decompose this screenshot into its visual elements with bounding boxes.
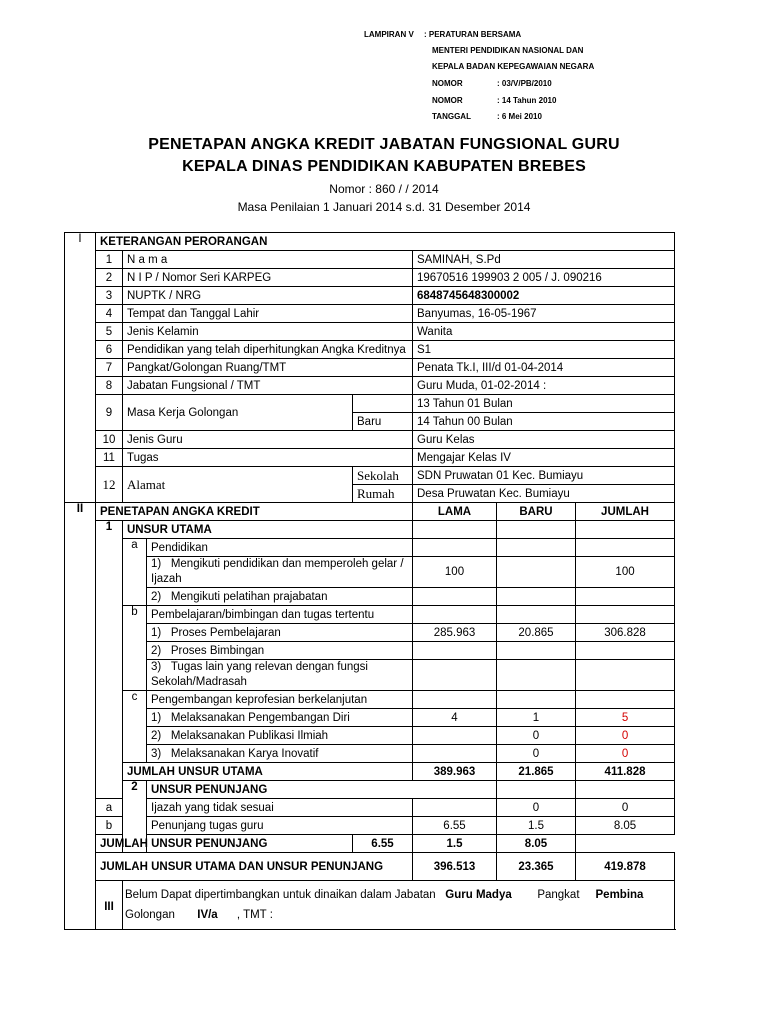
- lampiran-line2: MENTERI PENDIDIKAN NASIONAL DAN: [432, 46, 584, 55]
- table-row: [65, 377, 675, 395]
- masa-kerja-lama-value: 13 Tahun 01 Bulan: [413, 395, 675, 413]
- value-baru: [497, 588, 576, 606]
- item-label: 1) Proses Pembelajaran: [147, 624, 413, 642]
- row-no: 3: [96, 287, 123, 305]
- sub-letter: b: [96, 817, 123, 835]
- jumlah-total-label: JUMLAH UNSUR UTAMA DAN UNSUR PENUNJANG: [96, 853, 413, 881]
- table-row: [65, 521, 675, 539]
- row-value: SAMINAH, S.Pd: [413, 251, 675, 269]
- row-value: Guru Kelas: [413, 431, 675, 449]
- value-baru: 0: [497, 799, 576, 817]
- doc-masa-penilaian: Masa Penilaian 1 Januari 2014 s.d. 31 Desember 2014: [237, 200, 531, 214]
- value-jumlah: 419.878: [576, 853, 675, 881]
- row-label: Tugas: [123, 449, 413, 467]
- table-row: [65, 709, 675, 727]
- unsur-utama-no: 1: [96, 521, 123, 799]
- value-baru: [497, 660, 576, 691]
- doc-title-1: PENETAPAN ANGKA KREDIT JABATAN FUNGSIONAL GURU: [148, 136, 620, 153]
- sub-label: Pengembangan keprofesian berkelanjutan: [147, 691, 413, 709]
- value-jumlah: [576, 588, 675, 606]
- row-label: N I P / Nomor Seri KARPEG: [123, 269, 413, 287]
- value-lama: 4: [413, 709, 497, 727]
- row-no: 6: [96, 341, 123, 359]
- table-row: [65, 781, 675, 799]
- table-row: [65, 341, 675, 359]
- tanggal-label: TANGGAL: [432, 112, 471, 121]
- item-label: 1) Melaksanakan Pengembangan Diri: [147, 709, 413, 727]
- value-baru: 1.5: [497, 817, 576, 835]
- sub-label: Ijazah yang tidak sesuai: [147, 799, 413, 817]
- section3-pangkat: Pembina: [595, 889, 644, 901]
- value-lama: [413, 642, 497, 660]
- item-label: 3) Tugas lain yang relevan dengan fungsi Sekolah/Madrasah: [147, 660, 413, 691]
- alamat-sekolah-label: Sekolah: [353, 467, 413, 485]
- row-no: 10: [96, 431, 123, 449]
- section3-golongan-label: Golongan: [125, 909, 175, 921]
- value-baru: [497, 557, 576, 588]
- section3-pangkat-label: Pangkat: [537, 889, 580, 901]
- section2-roman: II: [65, 503, 96, 930]
- masa-kerja-label: Masa Kerja Golongan: [123, 395, 353, 431]
- row-value: S1: [413, 341, 675, 359]
- item-label: 2) Proses Bimbingan: [147, 642, 413, 660]
- value-lama: 6.55: [413, 817, 497, 835]
- value-lama: 6.55: [353, 835, 413, 853]
- table-row: [65, 269, 675, 287]
- table-row: [65, 588, 675, 606]
- row-no: 9: [96, 395, 123, 431]
- alamat-sekolah-value: SDN Pruwatan 01 Kec. Bumiayu: [413, 467, 675, 485]
- row-no: 4: [96, 305, 123, 323]
- jumlah-total-row: [65, 853, 675, 881]
- table-row: [65, 817, 675, 835]
- section3-jabatan: Guru Madya: [445, 889, 512, 901]
- value-baru: 1: [497, 709, 576, 727]
- table-row: [65, 305, 675, 323]
- sub-label: Pembelajaran/bimbingan dan tugas tertentu: [147, 606, 413, 624]
- section1-heading-row: [65, 233, 675, 251]
- lampiran-value: : PERATURAN BERSAMA: [424, 30, 522, 39]
- value-jumlah: [576, 660, 675, 691]
- row-no: 7: [96, 359, 123, 377]
- doc-nomor: Nomor : 860 / / 2014: [329, 182, 439, 196]
- value-lama: 389.963: [413, 763, 497, 781]
- value-lama: 100: [413, 557, 497, 588]
- row-label: NUPTK / NRG: [123, 287, 413, 305]
- section3-tmt: , TMT :: [236, 909, 273, 921]
- row-value: Penata Tk.I, III/d 01-04-2014: [413, 359, 675, 377]
- value-jumlah: 0: [576, 727, 675, 745]
- nomor2-value: : 14 Tahun 2010: [497, 96, 557, 105]
- value-jumlah: 8.05: [576, 817, 675, 835]
- jumlah-unsur-utama-row: [65, 763, 675, 781]
- jumlah-utama-label: JUMLAH UNSUR UTAMA: [123, 763, 413, 781]
- col-baru-header: BARU: [497, 503, 576, 521]
- value-jumlah: 0: [576, 745, 675, 763]
- row-label: Jabatan Fungsional / TMT: [123, 377, 413, 395]
- col-jumlah-header: JUMLAH: [576, 503, 675, 521]
- row-no: 2: [96, 269, 123, 287]
- value-baru: 21.865: [497, 763, 576, 781]
- row-label: Jenis Kelamin: [123, 323, 413, 341]
- table-row: [65, 359, 675, 377]
- section2-heading: PENETAPAN ANGKA KREDIT: [96, 503, 413, 521]
- value-baru: 0: [497, 727, 576, 745]
- table-row: [65, 251, 675, 269]
- sub-letter: a: [96, 799, 123, 817]
- value-jumlah: 5: [576, 709, 675, 727]
- nomor-label: NOMOR: [432, 79, 463, 88]
- lampiran-label: LAMPIRAN V: [364, 30, 414, 39]
- row-value: Guru Muda, 01-02-2014 :: [413, 377, 675, 395]
- row-value: Banyumas, 16-05-1967: [413, 305, 675, 323]
- sub-label: Pendidikan: [147, 539, 413, 557]
- table-row: [65, 449, 675, 467]
- penetapan-table: [64, 232, 675, 930]
- alamat-rumah-value: Desa Pruwatan Kec. Bumiayu: [413, 485, 675, 503]
- table-row: [65, 431, 675, 449]
- table-row: [65, 539, 675, 557]
- table-row: [65, 624, 675, 642]
- value-lama: [413, 660, 497, 691]
- value-lama: [413, 799, 497, 817]
- item-label: 1) Mengikuti pendidikan dan memperoleh gelar / Ijazah: [147, 557, 413, 588]
- table-row: [65, 323, 675, 341]
- table-row: [65, 395, 675, 413]
- row-value: Wanita: [413, 323, 675, 341]
- section3-roman: III: [96, 881, 123, 930]
- sub-label: Penunjang tugas guru: [147, 817, 413, 835]
- row-label: Pendidikan yang telah diperhitungkan Angka Kreditnya: [123, 341, 413, 359]
- alamat-label: Alamat: [123, 467, 353, 503]
- section3-text: [123, 881, 675, 930]
- table-row: [65, 287, 675, 305]
- masa-kerja-baru-value: 14 Tahun 00 Bulan: [413, 413, 675, 431]
- sub-letter: b: [123, 606, 147, 691]
- value-baru: 0: [497, 745, 576, 763]
- row-no: 8: [96, 377, 123, 395]
- alamat-rumah-label: Rumah: [353, 485, 413, 503]
- value-lama: 396.513: [413, 853, 497, 881]
- masa-kerja-baru-label: Baru: [353, 413, 413, 431]
- row-value: 19670516 199903 2 005 / J. 090216: [413, 269, 675, 287]
- table-row: [65, 799, 675, 817]
- row-no: 11: [96, 449, 123, 467]
- table-row: [65, 606, 675, 624]
- jumlah-unsur-penunjang-row: [65, 835, 675, 853]
- table-row: [65, 660, 675, 691]
- value-baru: 1.5: [413, 835, 497, 853]
- lampiran-line3: KEPALA BADAN KEPEGAWAIAN NEGARA: [432, 62, 595, 71]
- doc-title-2: KEPALA DINAS PENDIDIKAN KABUPATEN BREBES: [182, 158, 586, 175]
- item-label: 2) Melaksanakan Publikasi Ilmiah: [147, 727, 413, 745]
- sub-letter: c: [123, 691, 147, 763]
- nomor-value: : 03/V/PB/2010: [497, 79, 552, 88]
- row-no: 1: [96, 251, 123, 269]
- table-row: [65, 467, 675, 485]
- table-row: [65, 691, 675, 709]
- table-row: [65, 727, 675, 745]
- item-label: 3) Melaksanakan Karya Inovatif: [147, 745, 413, 763]
- row-label: Jenis Guru: [123, 431, 413, 449]
- row-label: Pangkat/Golongan Ruang/TMT: [123, 359, 413, 377]
- value-jumlah: [576, 642, 675, 660]
- value-jumlah: 100: [576, 557, 675, 588]
- item-label: 2) Mengikuti pelatihan prajabatan: [147, 588, 413, 606]
- unsur-penunjang-no: 2: [123, 781, 147, 853]
- section3-row: [65, 881, 675, 930]
- value-jumlah: 0: [576, 799, 675, 817]
- value-baru: [497, 642, 576, 660]
- value-lama: 285.963: [413, 624, 497, 642]
- value-jumlah: 411.828: [576, 763, 675, 781]
- tanggal-value: : 6 Mei 2010: [497, 112, 542, 121]
- value-baru: 20.865: [497, 624, 576, 642]
- row-label: N a m a: [123, 251, 413, 269]
- value-baru: 23.365: [497, 853, 576, 881]
- unsur-penunjang-label: UNSUR PENUNJANG: [147, 781, 497, 799]
- value-jumlah: 8.05: [497, 835, 576, 853]
- unsur-utama-label: UNSUR UTAMA: [123, 521, 413, 539]
- row-value: Mengajar Kelas IV: [413, 449, 675, 467]
- table-row: [65, 745, 675, 763]
- row-label: Tempat dan Tanggal Lahir: [123, 305, 413, 323]
- section1-roman: I: [65, 233, 96, 503]
- row-value: 6848745648300002: [413, 287, 675, 305]
- table-row: [65, 642, 675, 660]
- value-lama: [413, 745, 497, 763]
- jumlah-penunjang-label: JUMLAH UNSUR PENUNJANG: [96, 835, 353, 853]
- section2-heading-row: [65, 503, 675, 521]
- section3-golongan: IV/a: [197, 909, 218, 921]
- sub-letter: a: [123, 539, 147, 606]
- row-no: 5: [96, 323, 123, 341]
- value-lama: [413, 588, 497, 606]
- value-lama: [413, 727, 497, 745]
- row-no: 12: [96, 467, 123, 503]
- section1-heading: KETERANGAN PERORANGAN: [96, 233, 675, 251]
- nomor2-label: NOMOR: [432, 96, 463, 105]
- table-row: [65, 557, 675, 588]
- value-jumlah: 306.828: [576, 624, 675, 642]
- col-lama-header: LAMA: [413, 503, 497, 521]
- section3-text1: Belum Dapat dipertimbangkan untuk dinaikan dalam Jabatan: [125, 889, 436, 901]
- masa-kerja-lama-label: [353, 395, 413, 413]
